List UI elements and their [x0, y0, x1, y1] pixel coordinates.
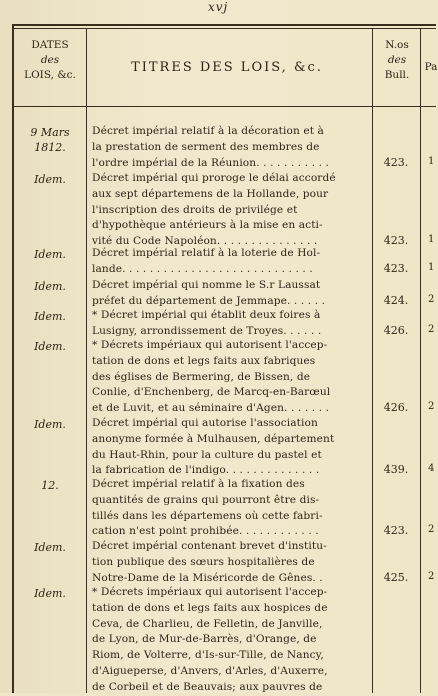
row-title: [92, 124, 368, 171]
row-date: [14, 172, 86, 187]
row-title: [92, 308, 368, 340]
header-pages: Pa: [424, 61, 438, 73]
row-date-line: Idem.: [34, 587, 66, 600]
row-title-line: cation n'est point prohibée. . . . . . . . . . . .: [92, 525, 319, 538]
header-dates-line: LOIS, &c.: [24, 69, 76, 81]
table-top-rule: [12, 24, 436, 26]
header-dates-line: DATES: [31, 39, 69, 51]
row-title: [92, 585, 368, 696]
row-date-line: Idem.: [34, 310, 66, 323]
row-date: [14, 247, 86, 262]
row-date-line: Idem.: [34, 541, 66, 554]
row-date-line: 1812.: [34, 141, 66, 154]
row-bulletin-number: 423.: [383, 155, 409, 169]
row-bulletin-number: 426.: [383, 323, 409, 337]
row-title-line: tation de dons et legs faits aux fabriques: [92, 354, 316, 367]
row-page-number: 2: [428, 293, 435, 305]
row-title-line: Décret impérial qui nomme le S.r Laussat: [92, 279, 321, 291]
row-title-line: du Haut-Rhin, pour la culture du pastel et: [92, 448, 322, 461]
bull-column-rule: [420, 28, 421, 693]
row-title-line: la prestation de serment des membres de: [92, 140, 320, 153]
header-dates-line: des: [40, 54, 60, 66]
row-title-line: de Lyon, de Mur-de-Barrès, d'Orange, de: [92, 633, 317, 646]
row-title-line: * Décret impérial qui établit deux foires à: [92, 309, 321, 321]
row-title: [92, 278, 368, 310]
row-title-line: Décret impérial contenant brevet d'institu-: [92, 540, 327, 552]
row-date-line: Idem.: [34, 248, 66, 261]
row-date: [14, 417, 86, 432]
row-date: [14, 586, 86, 601]
row-page-number: 1: [428, 155, 435, 167]
row-date: [14, 478, 86, 493]
row-page-number: 2: [428, 524, 435, 536]
row-bulletin-number: 423.: [383, 524, 409, 538]
row-bulletin-number: 425.: [383, 570, 409, 584]
row-title: [92, 477, 368, 540]
row-page-number: 1: [428, 261, 435, 273]
row-title-line: tion publique des sœurs hospitalières de: [92, 555, 315, 568]
row-title-line: tation de dons et legs faits aux hospices de: [92, 601, 328, 614]
row-title-line: anonyme formée à Mulhausen, département: [92, 432, 335, 445]
row-title-line: Lusigny, arrondissement de Troyes. . . . . .: [92, 324, 322, 337]
row-title-line: de Corbeil et de Beauvais; aux pauvres de: [92, 680, 323, 693]
row-title-line: Notre-Dame de la Miséricorde de Gênes. .: [92, 571, 323, 584]
row-date-line: 9 Mars: [30, 126, 70, 139]
header-titles: TITRES DES LOIS, &c.: [131, 60, 323, 75]
header-bull-line: des: [387, 54, 407, 66]
row-title-line: tillés dans les départemens où cette fabri-: [92, 509, 323, 522]
row-bulletin-number: 424.: [383, 293, 409, 307]
header-bull: [374, 38, 420, 83]
row-title-line: Riom, de Volterre, d'Is-sur-Tille, de Nancy,: [92, 649, 324, 662]
row-title-line: Décret impérial qui proroge le délai accordé: [92, 172, 336, 184]
row-title-line: quantités de grains qui pourront être dis-: [92, 493, 320, 506]
row-date-line: Idem.: [34, 280, 66, 293]
header-dates: [14, 38, 86, 83]
row-date-line: Idem.: [34, 418, 66, 431]
row-page-number: 4: [428, 463, 435, 475]
row-title-line: Ceva, de Charlieu, de Felletin, de Janville,: [92, 617, 323, 630]
row-title: [92, 539, 368, 586]
row-date: [14, 279, 86, 294]
row-title-line: Décret impérial relatif à la loterie de Hol-: [92, 247, 321, 259]
page-number: xvj: [208, 0, 229, 14]
row-bulletin-number: 439.: [383, 463, 409, 477]
row-title-line: la fabrication de l'indigo. . . . . . . . . . . . . .: [92, 464, 320, 477]
row-title-line: aux sept départemens de la Hollande, pour: [92, 187, 329, 200]
row-title-line: l'inscription des droits de privilége et: [92, 203, 298, 216]
row-title-line: d'hypothèque antérieurs à la mise en acti-: [92, 219, 323, 232]
row-title-line: des églises de Bermering, de Bissen, de: [92, 370, 311, 383]
row-date: [14, 125, 86, 155]
row-title: [92, 338, 368, 417]
row-date: [14, 309, 86, 324]
row-title-line: vité du Code Napoléon. . . . . . . . . . . . . . .: [92, 235, 318, 248]
row-title: [92, 171, 368, 250]
row-title-line: * Décrets impériaux qui autorisent l'accep-: [92, 339, 328, 351]
header-bull-line: N.os: [385, 39, 409, 51]
row-bulletin-number: 426.: [383, 401, 409, 415]
row-date-line: Idem.: [34, 173, 66, 186]
row-bulletin-number: 423.: [383, 234, 409, 248]
row-title-line: et de Luvit, et au séminaire d'Agen. . . . . . .: [92, 402, 330, 415]
row-title-line: Décret impérial relatif à la décoration et à: [92, 125, 324, 137]
titles-column-rule: [372, 28, 373, 693]
row-page-number: 2: [428, 401, 435, 413]
row-title-line: * Décrets impériaux qui autorisent l'accep-: [92, 586, 328, 598]
row-title-line: l'ordre impérial de la Réunion. . . . . . . . . . .: [92, 156, 330, 169]
row-title-line: d'Aigueperse, d'Anvers, d'Arles, d'Auxerre,: [92, 664, 328, 677]
row-title-line: préfet du département de Jemmape. . . . . .: [92, 294, 326, 307]
row-title-line: Conlie, d'Enchenberg, de Marcq-en-Barœul: [92, 386, 331, 399]
row-page-number: 2: [428, 323, 435, 335]
row-title-line: Décret impérial qui autorise l'association: [92, 417, 318, 429]
row-page-number: 2: [428, 570, 435, 582]
row-title: [92, 416, 368, 479]
row-date: [14, 540, 86, 555]
dates-column-rule: [86, 28, 87, 693]
row-date-line: Idem.: [34, 340, 66, 353]
row-date: [14, 339, 86, 354]
row-page-number: 1: [428, 234, 435, 246]
row-date-line: 12.: [41, 479, 59, 492]
row-title-line: Décret impérial relatif à la fixation des: [92, 478, 305, 490]
row-title: [92, 246, 368, 278]
header-bull-line: Bull.: [384, 69, 410, 81]
row-title-line: lande. . . . . . . . . . . . . . . . . . . . . . . . . . . .: [92, 262, 313, 275]
row-bulletin-number: 423.: [383, 261, 409, 275]
